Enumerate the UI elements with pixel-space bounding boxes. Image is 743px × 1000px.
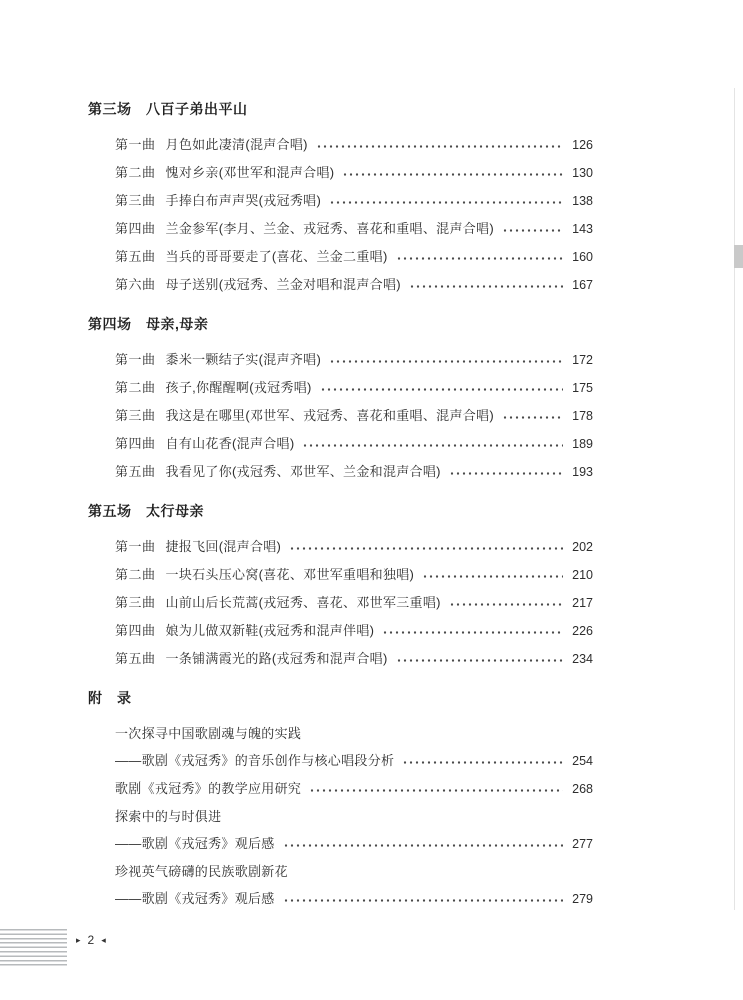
song-number: 第五曲: [115, 464, 156, 479]
toc-section-scene-3: [88, 99, 593, 292]
page-number: 172: [572, 353, 593, 367]
toc-row: [88, 596, 593, 610]
song-title: 一块石头压心窝(喜花、邓世军重唱和独唱): [165, 567, 415, 582]
dot-leader: [449, 599, 563, 610]
song-title: 当兵的哥哥要走了(喜花、兰金二重唱): [165, 249, 388, 264]
page-number: 178: [572, 409, 593, 423]
page-number: 202: [572, 540, 593, 554]
scene-heading: 第三场 八百子弟出平山: [88, 101, 248, 117]
page-number: 254: [572, 754, 593, 768]
appendix-text: 珍视英气磅礴的民族歌剧新花: [115, 864, 288, 879]
song-title: 自有山花香(混声合唱): [165, 436, 295, 451]
dot-leader: [402, 757, 563, 768]
toc-section-scene-4: [88, 314, 593, 479]
song-number: 第五曲: [115, 249, 156, 264]
song-number: 第五曲: [115, 651, 156, 666]
song-title: 我这是在哪里(邓世军、戎冠秀、喜花和重唱、混声合唱): [165, 408, 494, 423]
song-number: 第六曲: [115, 277, 156, 292]
song-title: 山前山后长荒蒿(戎冠秀、喜花、邓世军三重唱): [165, 595, 441, 610]
page-edge-line: [734, 88, 735, 910]
footer-page-number: 2: [87, 933, 95, 947]
song-title: 我看见了你(戎冠秀、邓世军、兰金和混声合唱): [165, 464, 441, 479]
page-number: 126: [572, 138, 593, 152]
dot-leader: [283, 840, 563, 851]
toc-row: [88, 138, 593, 152]
printer-registration-lines: [0, 929, 67, 966]
table-of-contents: [88, 99, 593, 920]
appendix-row: [88, 837, 593, 851]
page-number: 279: [572, 892, 593, 906]
appendix-text: 探索中的与时俱进: [115, 809, 222, 824]
dot-leader: [449, 468, 563, 479]
toc-row: [88, 437, 593, 451]
toc-row: [88, 166, 593, 180]
song-number: 第一曲: [115, 539, 156, 554]
page-edge-tab: [734, 245, 743, 268]
song-number: 第四曲: [115, 623, 156, 638]
dot-leader: [422, 571, 563, 582]
song-number: 第一曲: [115, 137, 156, 152]
song-number: 第四曲: [115, 436, 156, 451]
page-number: 210: [572, 568, 593, 582]
toc-row: [88, 250, 593, 264]
song-title: 手捧白布声声哭(戎冠秀唱): [165, 193, 322, 208]
dot-leader: [302, 440, 563, 451]
song-title: 兰金参军(李月、兰金、戎冠秀、喜花和重唱、混声合唱): [165, 221, 494, 236]
song-title: 一条铺满霞光的路(戎冠秀和混声合唱): [165, 651, 388, 666]
scene-heading: 第五场 太行母亲: [88, 503, 204, 519]
appendix-row: [88, 865, 593, 878]
song-number: 第四曲: [115, 221, 156, 236]
appendix-row: [88, 892, 593, 906]
page-number: 138: [572, 194, 593, 208]
appendix-text: ——歌剧《戎冠秀》观后感: [115, 891, 275, 906]
appendix-heading: 附 录: [88, 690, 132, 706]
dot-leader: [382, 627, 563, 638]
dot-leader: [289, 543, 563, 554]
dot-leader: [409, 281, 563, 292]
song-number: 第二曲: [115, 567, 156, 582]
toc-row: [88, 353, 593, 367]
toc-row: [88, 222, 593, 236]
appendix-section: [88, 688, 593, 906]
page-number: 217: [572, 596, 593, 610]
dot-leader: [283, 895, 563, 906]
toc-row: [88, 652, 593, 666]
page-number: 268: [572, 782, 593, 796]
page-number: 193: [572, 465, 593, 479]
left-triangle-icon: ◂: [101, 935, 106, 945]
song-title: 愧对乡亲(邓世军和混声合唱): [165, 165, 335, 180]
appendix-row: [88, 810, 593, 823]
dot-leader: [396, 655, 563, 666]
right-triangle-icon: ▸: [76, 935, 81, 945]
footer-page-marker: [76, 933, 106, 947]
song-title: 孩子,你醒醒啊(戎冠秀唱): [165, 380, 312, 395]
dot-leader: [396, 253, 563, 264]
page-number: 277: [572, 837, 593, 851]
appendix-row: [88, 782, 593, 796]
toc-row: [88, 568, 593, 582]
song-title: 母子送别(戎冠秀、兰金对唱和混声合唱): [165, 277, 401, 292]
song-title: 捷报飞回(混声合唱): [165, 539, 282, 554]
page-number: 189: [572, 437, 593, 451]
song-title: 黍米一颗结子实(混声齐唱): [165, 352, 322, 367]
dot-leader: [316, 141, 563, 152]
page-number: 234: [572, 652, 593, 666]
song-number: 第三曲: [115, 408, 156, 423]
appendix-text: 歌剧《戎冠秀》的教学应用研究: [115, 781, 302, 796]
scene-heading: 第四场 母亲,母亲: [88, 316, 209, 332]
dot-leader: [329, 356, 563, 367]
song-title: 娘为儿做双新鞋(戎冠秀和混声伴唱): [165, 623, 375, 638]
dot-leader: [502, 225, 563, 236]
appendix-text: 一次探寻中国歌剧魂与魄的实践: [115, 726, 302, 741]
appendix-text: ——歌剧《戎冠秀》观后感: [115, 836, 275, 851]
toc-row: [88, 465, 593, 479]
toc-row: [88, 194, 593, 208]
appendix-row: [88, 727, 593, 740]
page-number: 167: [572, 278, 593, 292]
dot-leader: [309, 785, 563, 796]
appendix-row: [88, 754, 593, 768]
page-number: 130: [572, 166, 593, 180]
dot-leader: [502, 412, 563, 423]
dot-leader: [329, 197, 563, 208]
song-number: 第二曲: [115, 380, 156, 395]
appendix-text: ——歌剧《戎冠秀》的音乐创作与核心唱段分析: [115, 753, 395, 768]
song-number: 第三曲: [115, 193, 156, 208]
page-number: 143: [572, 222, 593, 236]
toc-row: [88, 381, 593, 395]
toc-row: [88, 409, 593, 423]
page-number: 226: [572, 624, 593, 638]
song-number: 第三曲: [115, 595, 156, 610]
page-number: 160: [572, 250, 593, 264]
dot-leader: [342, 169, 563, 180]
toc-row: [88, 624, 593, 638]
song-number: 第二曲: [115, 165, 156, 180]
page-number: 175: [572, 381, 593, 395]
toc-section-scene-5: [88, 501, 593, 666]
dot-leader: [320, 384, 563, 395]
toc-row: [88, 540, 593, 554]
song-number: 第一曲: [115, 352, 156, 367]
song-title: 月色如此凄清(混声合唱): [165, 137, 308, 152]
toc-row: [88, 278, 593, 292]
